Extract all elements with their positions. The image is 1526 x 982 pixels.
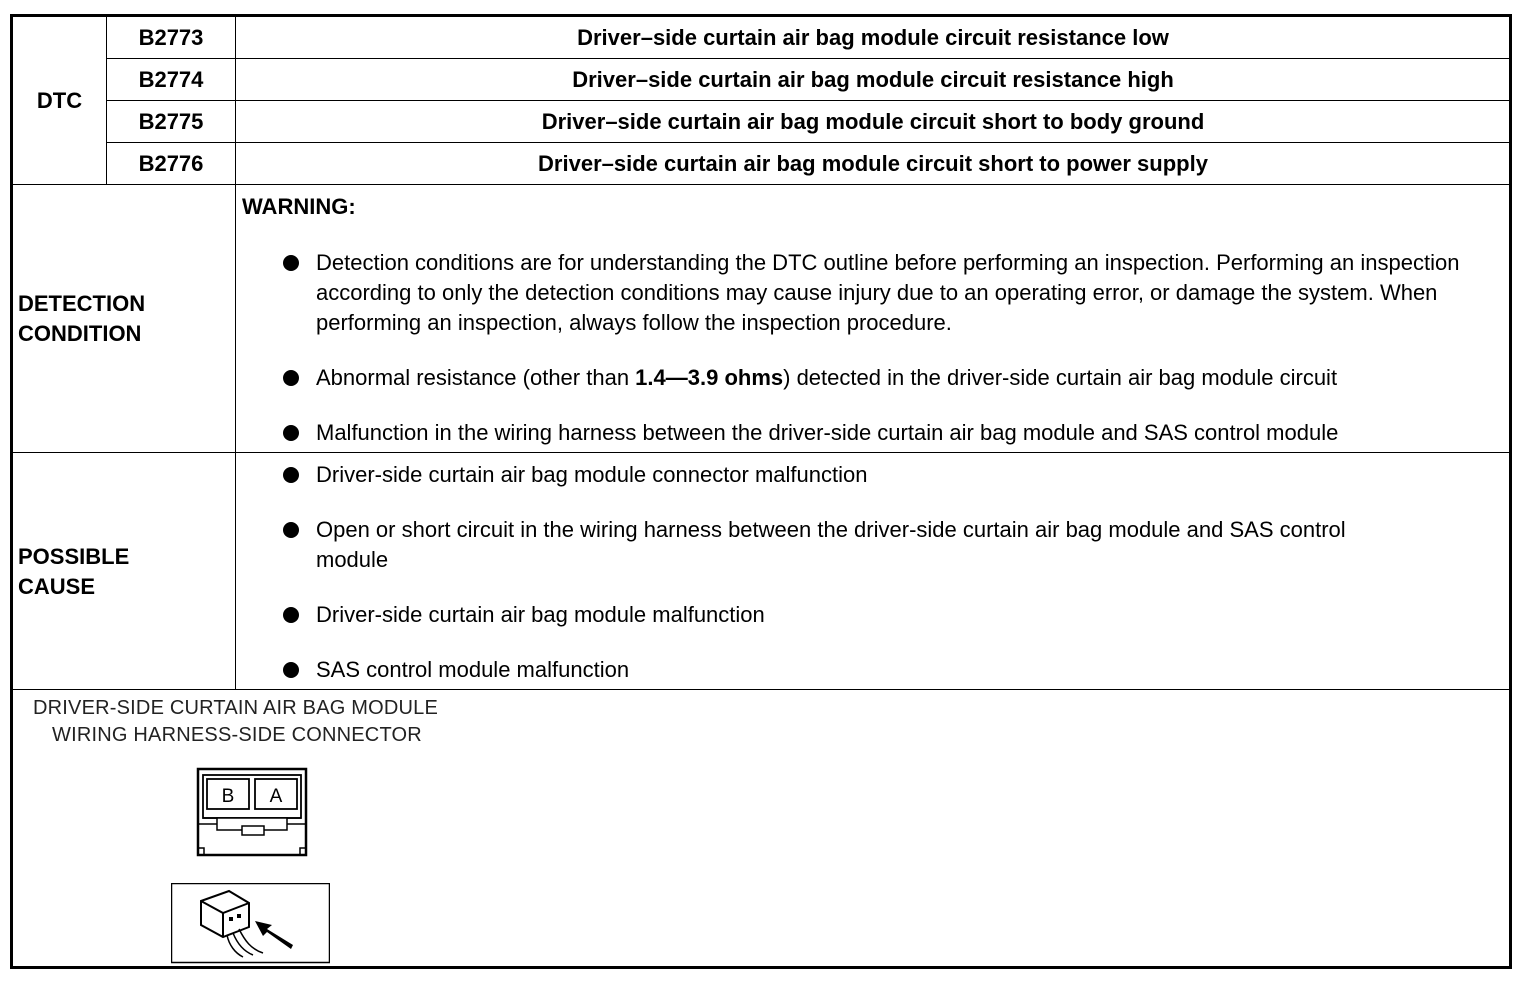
view-icon-frame	[172, 884, 330, 963]
resistance-range: 1.4—3.9 ohms	[635, 365, 784, 390]
dtc-description: Driver–side curtain air bag module circuit resistance high	[572, 66, 1174, 92]
connector-latch	[242, 826, 264, 835]
label-line: CAUSE	[18, 574, 96, 599]
bullet-icon	[283, 607, 299, 623]
bullet-icon	[283, 370, 299, 386]
possible-cause-label	[18, 542, 129, 602]
bullet-icon	[283, 255, 299, 271]
detection-item-text: ) detected in the driver-side curtain air bag module circuit	[783, 365, 1338, 390]
section-divider	[13, 452, 1510, 453]
bullet-icon	[283, 467, 299, 483]
pin-b-label: B	[221, 786, 235, 807]
cause-item: Driver-side curtain air bag module connector malfunction	[316, 462, 868, 487]
detection-item: Detection conditions are for understanding the DTC outline before performing an inspection. Performing an inspection according to only the detection conditions may cause injury due to an operating error, or damage the system. When performing an inspection, always follow the inspection procedure.	[316, 250, 1460, 335]
cause-item: Driver-side curtain air bag module malfunction	[316, 602, 765, 627]
dtc-description: Driver–side curtain air bag module circuit resistance low	[577, 24, 1169, 50]
dtc-description: Driver–side curtain air bag module circuit short to power supply	[538, 150, 1208, 176]
dtc-label: DTC	[36, 88, 83, 113]
bullet-icon	[283, 522, 299, 538]
label-line: CONDITION	[18, 321, 142, 346]
dtc-code: B2776	[138, 150, 204, 176]
warning-heading: WARNING:	[242, 194, 356, 219]
section-divider	[13, 184, 1510, 185]
cause-item: Open or short circuit in the wiring harness between the driver-side curtain air bag module and SAS control module	[316, 517, 1346, 572]
label-line: DETECTION	[18, 291, 146, 316]
connector-diagram	[190, 764, 315, 864]
bullet-icon	[283, 662, 299, 678]
connector-caption: DRIVER-SIDE CURTAIN AIR BAG MODULE	[33, 697, 439, 719]
detection-item	[316, 363, 1496, 393]
detection-condition-label	[18, 289, 145, 349]
dtc-code: B2775	[138, 108, 204, 134]
label-line: POSSIBLE	[18, 544, 130, 569]
dtc-description: Driver–side curtain air bag module circuit short to body ground	[541, 108, 1205, 134]
pin-a-label: A	[269, 786, 283, 807]
detection-item: Malfunction in the wiring harness between the driver-side curtain air bag module and SAS control module	[316, 420, 1339, 445]
cause-item: SAS control module malfunction	[316, 657, 630, 682]
detection-item-text: Abnormal resistance (other than	[316, 365, 636, 390]
bullet-icon	[283, 425, 299, 441]
section-divider	[13, 689, 1510, 690]
dtc-code: B2773	[138, 24, 204, 50]
connector-view-direction-icon	[171, 883, 330, 964]
connector-caption: WIRING HARNESS-SIDE CONNECTOR	[52, 724, 422, 746]
dtc-code: B2774	[138, 66, 204, 92]
